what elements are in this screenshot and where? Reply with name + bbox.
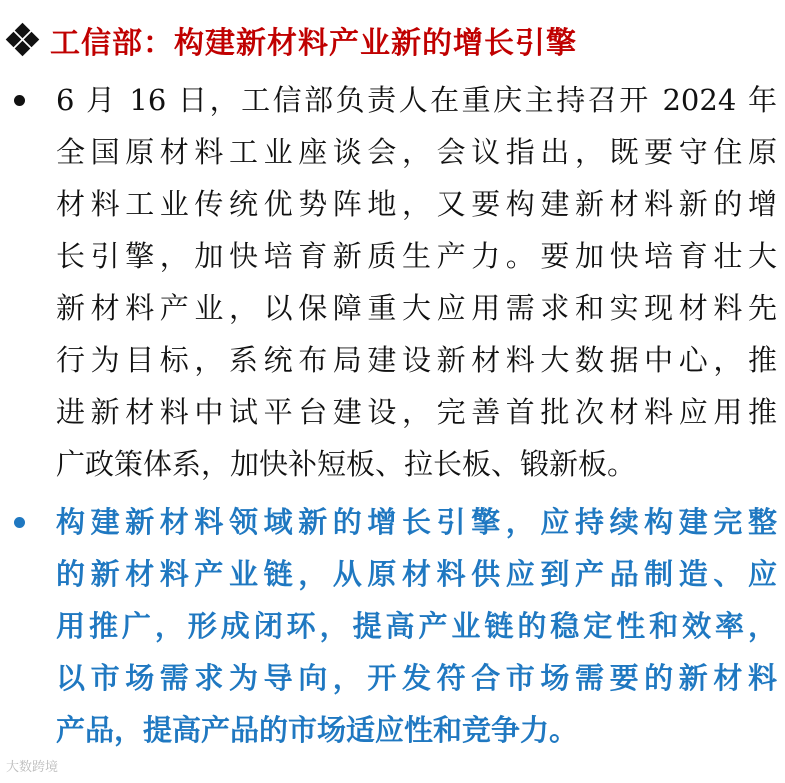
bullet-1-text [56, 74, 777, 490]
text-line: 进新材料中试平台建设，完善首批次材料应用推 [56, 395, 777, 429]
text-line: 材料工业传统优势阵地，又要构建新材料新的增 [56, 187, 777, 221]
bullet-dot-icon [14, 95, 25, 106]
text-line: 的新材料产业链，从原材料供应到产品制造、应 [56, 557, 777, 591]
text-line: 产品，提高产品的市场适应性和竞争力。 [56, 713, 579, 747]
bullet-dot-icon [14, 517, 25, 528]
title-row [8, 14, 577, 66]
four-diamond-bullet-icon [8, 25, 38, 55]
text-line: 以市场需求为导向，开发符合市场需要的新材料 [56, 661, 777, 695]
text-line: 广政策体系，加快补短板、拉长板、锻新板。 [56, 447, 637, 481]
watermark: 大数跨境 [6, 760, 59, 775]
text-line: 行为目标，系统布局建设新材料大数据中心，推 [56, 343, 777, 377]
text-line: 长引擎，加快培育新质生产力。要加快培育壮大 [56, 239, 777, 273]
text-line: 新材料产业，以保障重大应用需求和实现材料先 [56, 291, 777, 325]
text-line: 6 月 16 日，工信部负责人在重庆主持召开 2024 年 [56, 83, 777, 117]
bullet-2-text [56, 496, 777, 756]
text-line: 用推广，形成闭环，提高产业链的稳定性和效率， [56, 609, 777, 643]
text-line: 全国原材料工业座谈会，会议指出，既要守住原 [56, 135, 777, 169]
text-line: 构建新材料领域新的增长引擎，应持续构建完整 [56, 505, 777, 539]
slide-title: 工信部：构建新材料产业新的增长引擎 [50, 26, 577, 61]
